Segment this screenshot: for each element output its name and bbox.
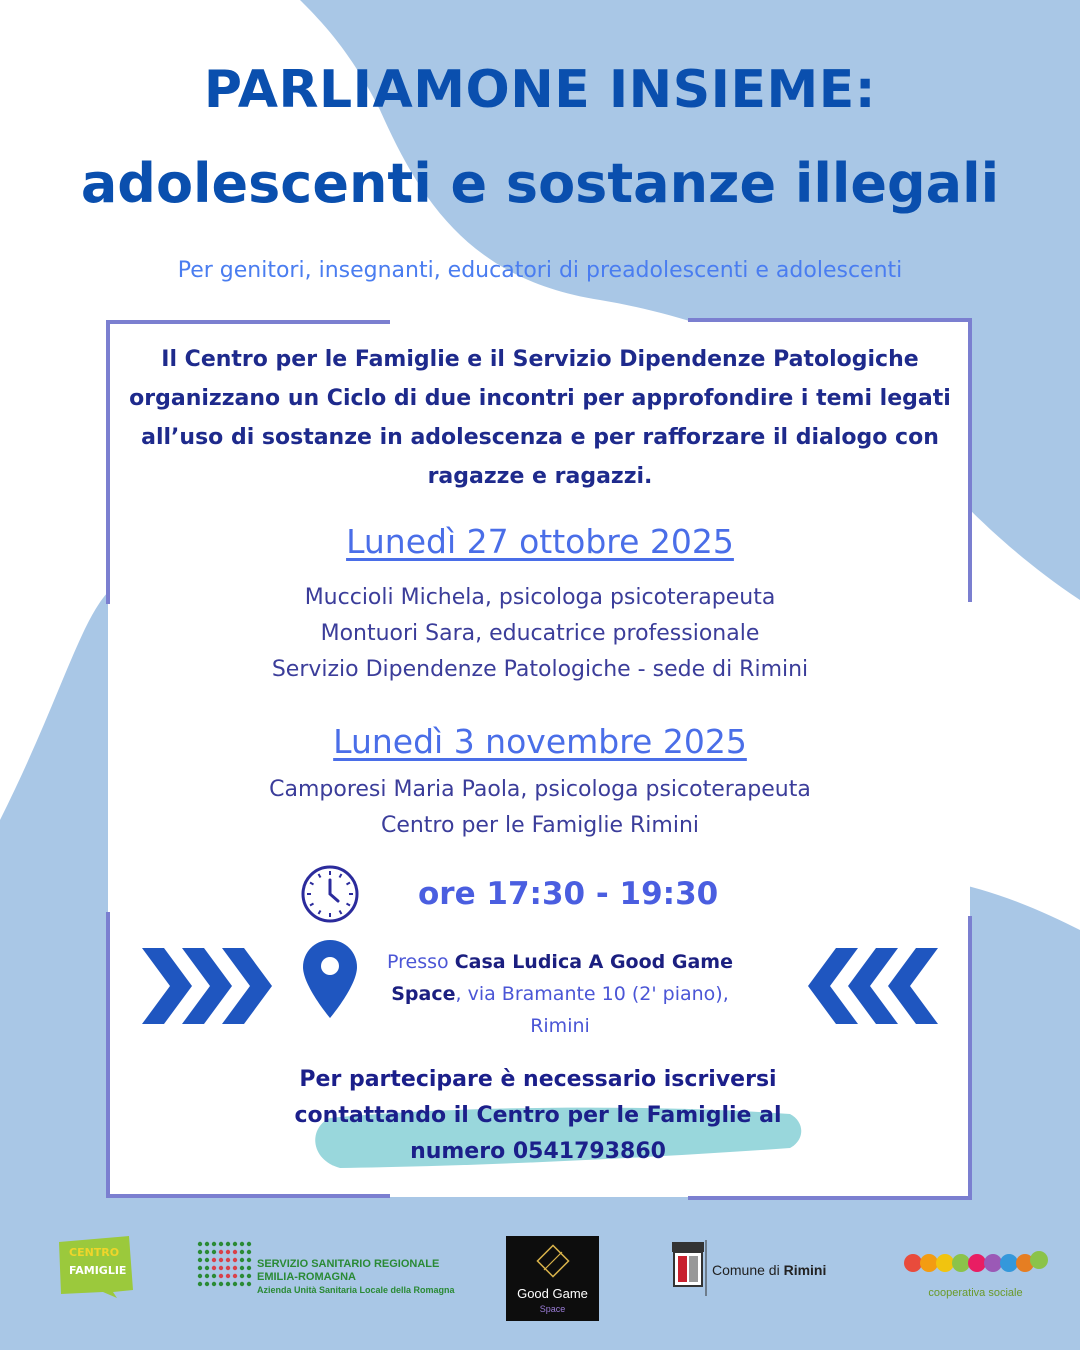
good-game-sub: Space xyxy=(539,1304,566,1314)
ssr-logo-text xyxy=(257,1258,455,1297)
frame-bottom-right xyxy=(688,1196,972,1200)
ssr-line-1: SERVIZIO SANITARIO REGIONALE xyxy=(257,1258,440,1270)
frame-top-left xyxy=(106,320,390,324)
meeting-2-date: Lunedì 3 novembre 2025 xyxy=(333,722,747,761)
millepiedi-sub: cooperativa sociale xyxy=(928,1287,1023,1299)
good-game-name: Good Game xyxy=(517,1286,588,1301)
speaker-line: Camporesi Maria Paola, psicologa psicoterapeuta xyxy=(269,777,811,802)
frame-left-top xyxy=(106,320,110,604)
location-pin-icon xyxy=(303,940,357,1018)
millepiedi-logo xyxy=(903,1246,1048,1299)
speaker-line: Muccioli Michela, psicologa psicoterapeuta xyxy=(304,585,776,610)
audience-subtitle: Per genitori, insegnanti, educatori di preadolescenti e adolescenti xyxy=(177,258,903,283)
venue-address xyxy=(360,946,760,1042)
frame-left-bottom xyxy=(106,912,110,1198)
meeting-2-speakers xyxy=(0,772,1080,844)
speaker-line: Servizio Dipendenze Patologiche - sede di Rimini xyxy=(271,657,809,682)
good-game-mark-icon xyxy=(536,1244,570,1278)
millepiedi-wordmark xyxy=(903,1246,1048,1276)
comune-city: Rimini xyxy=(783,1262,827,1278)
ssr-dots-icon xyxy=(196,1240,254,1290)
page-title-line-2: adolescenti e sostanze illegali xyxy=(80,152,1000,215)
rimini-crest-icon xyxy=(668,1240,708,1296)
frame-top-right xyxy=(688,318,972,322)
intro-text: Il Centro per le Famiglie e il Servizio Dipendenze Patologiche organizzano un Ciclo di due incontri per approfondire i temi legati all’uso di sostanze in adolescenza e per rafforzare il dialogo con ragazze e ragazzi. xyxy=(129,347,951,489)
venue-name: Casa Ludica A Good Game Space xyxy=(391,951,733,1005)
good-game-space-logo xyxy=(506,1236,599,1321)
chevron-left-icon xyxy=(806,948,938,1024)
meeting-1-speakers xyxy=(0,580,1080,688)
centro-famiglie-logo xyxy=(55,1234,135,1298)
time-range: ore 17:30 - 19:30 xyxy=(418,876,719,912)
page-title-line-1: PARLIAMONE INSIEME: xyxy=(203,60,877,120)
venue-prefix: Presso xyxy=(387,951,449,973)
registration-info: Per partecipare è necessario iscriversi contattando il Centro per le Famiglie al numero 0541793860 xyxy=(294,1067,782,1164)
venue-street: , via Bramante 10 (2' piano), Rimini xyxy=(455,983,729,1037)
centro-famiglie-text-1: CENTRO xyxy=(69,1246,120,1259)
chevron-right-icon xyxy=(142,948,274,1024)
speaker-line: Montuori Sara, educatrice professionale xyxy=(320,621,760,646)
centro-famiglie-text-2: FAMIGLIE xyxy=(69,1264,127,1277)
comune-rimini-logo xyxy=(712,1262,826,1278)
frame-bottom-left xyxy=(106,1194,390,1198)
ssr-line-3: Azienda Unità Sanitaria Locale della Romagna xyxy=(257,1285,455,1295)
clock-icon xyxy=(300,864,360,924)
comune-prefix: Comune di xyxy=(712,1262,780,1278)
frame-right-bottom xyxy=(968,916,972,1200)
ssr-line-2: EMILIA-ROMAGNA xyxy=(257,1271,356,1283)
speaker-line: Centro per le Famiglie Rimini xyxy=(380,813,700,838)
meeting-1-date: Lunedì 27 ottobre 2025 xyxy=(346,522,734,561)
